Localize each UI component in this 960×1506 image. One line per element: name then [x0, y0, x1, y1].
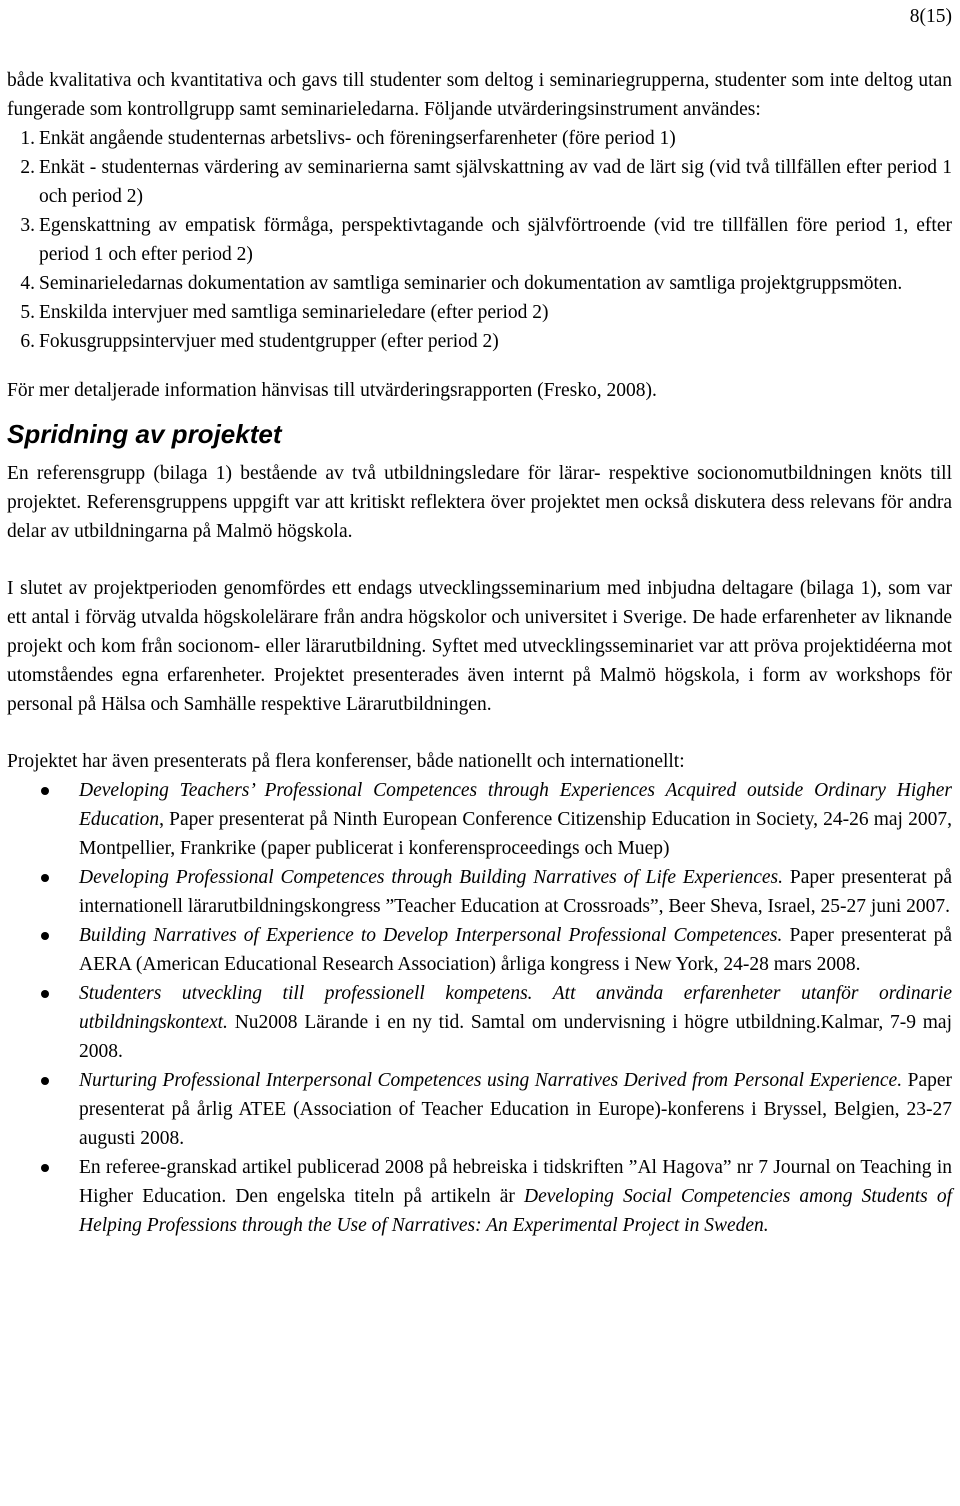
list-item — [7, 921, 952, 979]
conference-details: Nu2008 Lärande i en ny tid. Samtal om undervisning i högre utbildning.Kalmar, 7-9 maj 2008. — [79, 1012, 952, 1062]
conferences-intro: Projektet har även presenterats på flera konferenser, både nationellt och internationellt: — [7, 751, 685, 772]
list-item: 6. Fokusgruppsintervjuer med studentgrupper (efter period 2) — [20, 331, 499, 352]
document-body — [7, 66, 952, 1240]
bullet-icon — [41, 874, 49, 882]
bullet-icon — [41, 932, 49, 940]
list-item — [7, 863, 952, 921]
instrument-list — [7, 124, 952, 356]
conference-title: Developing Teachers’ Professional Competences through Experiences Acquired outside Ordinary Higher Education — [79, 780, 952, 830]
seminar-paragraph: I slutet av projektperioden genomfördes ett endags utvecklingsseminarium med inbjudna deltagare (bilaga 1), som var ett antal i förväg utvalda högskolelärare från andra högskolor och universitet i Sverige. De hade erfarenheter av liknande projekt och kom från socionom- eller lärarutbildning. Syftet med utvecklingsseminariet var att pröva projektidéerna mot utomståendes egna erfarenheter. Projektet presenterades även internt på Malmö högskola, i form av workshops för personal på Hälsa och Samhälle respektive Lärarutbildningen. — [7, 578, 952, 715]
list-item — [7, 979, 952, 1066]
list-item: 2. Enkät - studenternas värdering av seminarierna samt självskattning av vad de lärt sig (vid två tillfällen efter period 1 och period 2) — [20, 157, 952, 207]
conference-title: Developing Professional Competences through Building Narratives of Life Experiences. — [79, 867, 784, 888]
list-item — [7, 1066, 952, 1153]
list-item: 4. Seminarieledarnas dokumentation av samtliga seminarier och dokumentation av samtliga projektgruppsmöten. — [20, 273, 903, 294]
reference-group-paragraph: En referensgrupp (bilaga 1) bestående av två utbildningsledare för lärar- respektive socionomutbildningen knöts till projektet. Referensgruppens uppgift var att kritiskt reflektera över projektet men också diskutera dess relevans för andra delar av utbildningarna på Malmö högskola. — [7, 463, 952, 542]
more-info-paragraph: För mer detaljerade information hänvisas till utvärderingsrapporten (Fresko, 2008). — [7, 380, 657, 401]
section-heading: Spridning av projektet — [7, 419, 282, 449]
list-item-text: Enkät - studenternas värdering av seminarierna samt självskattning av vad de lärt sig (vid två tillfällen efter period 1 och period 2) — [39, 157, 952, 207]
bullet-icon — [41, 787, 49, 795]
conference-title: Studenters utveckling till professionell kompetens. Att använda erfarenheter utanför ordinarie utbildningskontext. — [79, 983, 952, 1033]
article-title: Developing Social Competencies among Students of Helping Professions through the Use of Narratives: An Experimental Project in Sweden. — [79, 1186, 952, 1236]
list-item-text: Enskilda intervjuer med samtliga seminarieledare (efter period 2) — [39, 302, 549, 323]
conference-details: Paper presenterat på årlig ATEE (Association of Teacher Education in Europe)-konferens i Bryssel, Belgien, 23-27 augusti 2008. — [79, 1070, 952, 1149]
page-number: 8(15) — [909, 6, 952, 27]
list-item-text: Enkät angående studenternas arbetslivs- och föreningserfarenheter (före period 1) — [39, 128, 676, 149]
intro-paragraph: både kvalitativa och kvantitativa och gavs till studenter som deltog i seminariegrupperna, studenter som inte deltog utan fungerade som kontrollgrupp samt seminarieledarna. Följande utvärderingsinstrument användes: — [7, 70, 952, 120]
conference-details: , Paper presenterat på Ninth European Conference Citizenship Education in Society, 24-26 maj 2007, Montpellier, Frankrike (paper publicerat i konferensproceedings och Muep) — [79, 809, 952, 859]
article-details: En referee-granskad artikel publicerad 2008 på hebreiska i tidskriften ”Al Hagova” nr 7 Journal on Teaching in Higher Education. Den engelska titeln på artikeln är — [79, 1157, 952, 1207]
list-item — [7, 776, 952, 863]
conference-title: Building Narratives of Experience to Develop Interpersonal Professional Competences. — [79, 925, 783, 946]
conference-title: Nurturing Professional Interpersonal Competences using Narratives Derived from Personal Experience. — [79, 1070, 903, 1091]
bullet-icon — [41, 1077, 49, 1085]
conference-list — [7, 776, 952, 1240]
list-item: 5. Enskilda intervjuer med samtliga seminarieledare (efter period 2) — [20, 302, 549, 323]
list-item: 1. Enkät angående studenternas arbetslivs- och föreningserfarenheter (före period 1) — [20, 128, 676, 149]
conference-details: Paper presenterat på internationell lärarutbildningskongress ”Teacher Education at Crossroads”, Beer Sheva, Israel, 25-27 juni 2007. — [79, 867, 953, 917]
list-item-text: Egenskattning av empatisk förmåga, perspektivtagande och självförtroende (vid tre tillfällen före period 1, efter period 1 och efter period 2) — [39, 215, 952, 265]
list-item-text: Seminarieledarnas dokumentation av samtliga seminarier och dokumentation av samtliga projektgruppsmöten. — [39, 273, 903, 294]
list-item — [7, 1153, 952, 1240]
list-item-text: Fokusgruppsintervjuer med studentgrupper (efter period 2) — [39, 331, 499, 352]
bullet-icon — [41, 1164, 49, 1172]
conference-details: Paper presenterat på AERA (American Educational Research Association) årliga kongress i New York, 24-28 mars 2008. — [79, 925, 952, 975]
list-item: 3. Egenskattning av empatisk förmåga, perspektivtagande och självförtroende (vid tre tillfällen före period 1, efter period 1 och efter period 2) — [20, 215, 952, 265]
bullet-icon — [41, 990, 49, 998]
